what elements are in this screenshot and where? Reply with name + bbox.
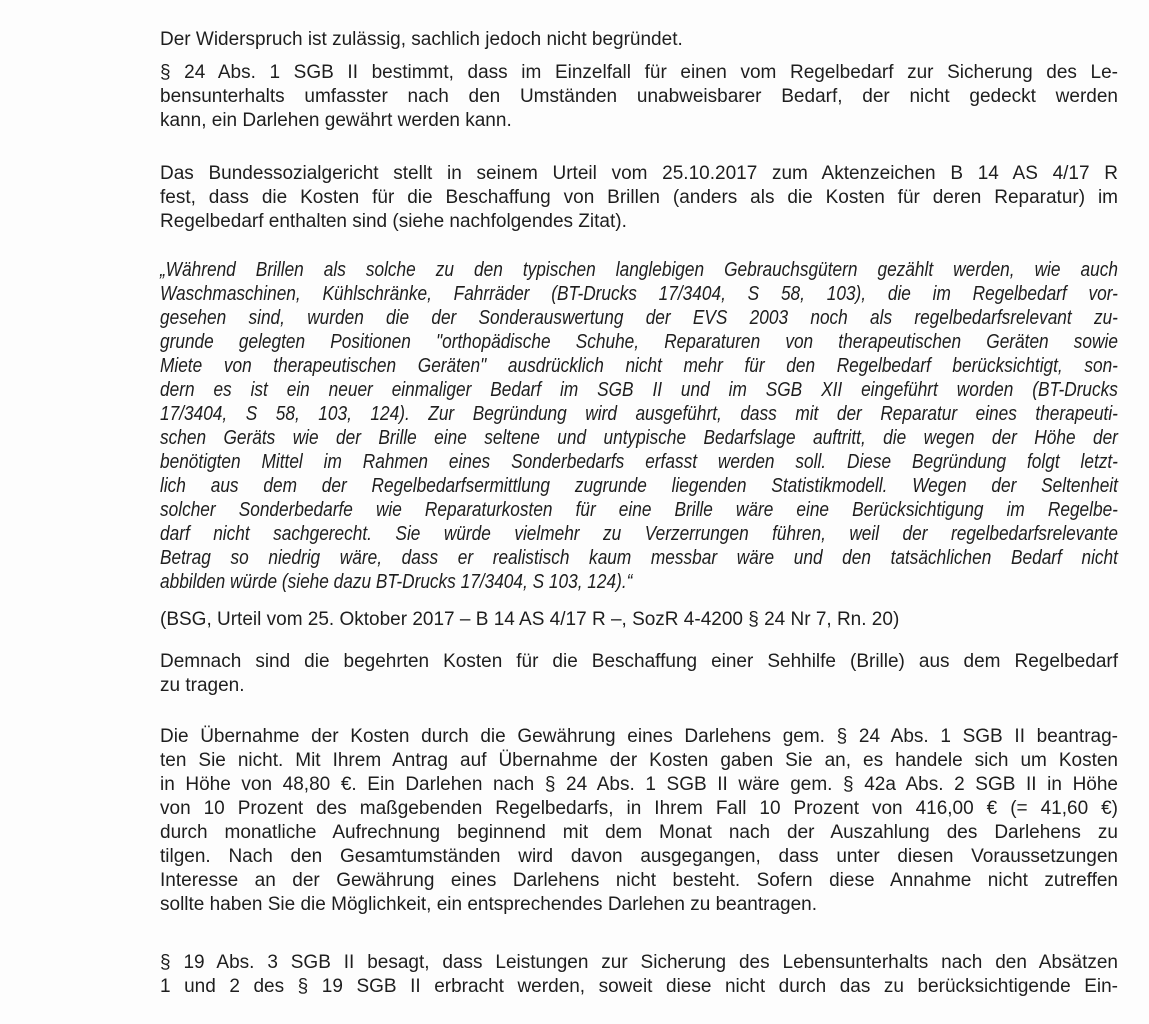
citation [160,608,1118,632]
paragraph [160,725,1118,917]
text-line: grunde gelegten Positionen "orthopädische Schuhe, Reparaturen von therapeutischen Geräten sowie [160,331,1118,353]
text-line: lich aus dem der Regelbedarfsermittlung zugrunde liegenden Statistikmodell. Wegen der Seltenheit [160,475,1118,497]
text-line: Regelbedarf enthalten sind (siehe nachfolgendes Zitat). [160,211,627,232]
text-line: Die Übernahme der Kosten durch die Gewährung eines Darlehens gem. § 24 Abs. 1 SGB II beantrag- [160,726,1118,747]
text-line: Das Bundessozialgericht stellt in seinem Urteil vom 25.10.2017 zum Aktenzeichen B 14 AS 4/17 R [160,163,1118,184]
text-line: § 24 Abs. 1 SGB II bestimmt, dass im Einzelfall für einen vom Regelbedarf zur Sicherung des Le- [160,62,1118,83]
text-line: (BSG, Urteil vom 25. Oktober 2017 – B 14 AS 4/17 R –, SozR 4-4200 § 24 Nr 7, Rn. 20) [160,609,900,630]
paragraph [160,61,1118,133]
text-line: „Während Brillen als solche zu den typischen langlebigen Gebrauchsgütern gezählt werden, wie auch [160,259,1118,281]
text-line: sollte haben Sie die Möglichkeit, ein entsprechendes Darlehen zu beantragen. [160,894,817,915]
text-line: bensunterhalts umfasster nach den Umständen unabweisbarer Bedarf, der nicht gedeckt werden [160,86,1118,107]
text-line: benötigten Mittel im Rahmen eines Sonderbedarfs erfasst werden soll. Diese Begründung folgt letzt- [160,451,1118,473]
text-line: darf nicht sachgerecht. Sie würde vielmehr zu Verzerrungen führen, weil der regelbedarfsrelevante [160,523,1118,545]
text-line: Betrag so niedrig wäre, dass er realistisch kaum messbar wäre und den tatsächlichen Bedarf nicht [160,547,1118,569]
text-line: Waschmaschinen, Kühlschränke, Fahrräder (BT-Drucks 17/3404, S 58, 103), die im Regelbedarf vor- [160,283,1118,305]
text-line: Der Widerspruch ist zulässig, sachlich jedoch nicht begründet. [160,29,683,50]
text-line: fest, dass die Kosten für die Beschaffung von Brillen (anders als die Kosten für deren Reparatur) im [160,187,1118,208]
paragraph [160,650,1118,698]
text-line: durch monatliche Aufrechnung beginnend mit dem Monat nach der Auszahlung des Darlehens zu [160,822,1118,843]
text-line: solcher Sonderbedarfe wie Reparaturkosten für eine Brille wäre eine Berücksichtigung im Regelbe- [160,499,1118,521]
paragraph [160,28,1118,52]
text-line: gesehen sind, wurden die der Sonderauswertung der EVS 2003 noch als regelbedarfsrelevant zu- [160,307,1118,329]
text-line: ten Sie nicht. Mit Ihrem Antrag auf Übernahme der Kosten gaben Sie an, es handele sich um Kosten [160,750,1118,771]
text-line: Demnach sind die begehrten Kosten für die Beschaffung einer Sehhilfe (Brille) aus dem Regelbedarf [160,651,1118,672]
text-line: abbilden würde (siehe dazu BT-Drucks 17/3404, S 103, 124).“ [160,571,633,593]
text-line: 1 und 2 des § 19 SGB II erbracht werden, soweit diese nicht durch das zu berücksichtigende Ein- [160,976,1118,997]
paragraph [160,951,1118,999]
paragraph [160,162,1118,234]
text-line: § 19 Abs. 3 SGB II besagt, dass Leistungen zur Sicherung des Lebensunterhalts nach den Absätzen [160,952,1118,973]
text-line: von 10 Prozent des maßgebenden Regelbedarfs, in Ihrem Fall 10 Prozent von 416,00 € (= 41,60 €) [160,798,1118,819]
text-line: dern es ist ein neuer einmaliger Bedarf im SGB II und im SGB XII eingeführt worden (BT-Drucks [160,379,1118,401]
court-quote [160,258,1118,594]
text-line: Miete von therapeutischen Geräten" ausdrücklich nicht mehr für den Regelbedarf berücksichtigt, son- [160,355,1118,377]
text-line: 17/3404, S 58, 103, 124). Zur Begründung wird ausgeführt, dass mit der Reparatur eines therapeuti- [160,403,1118,425]
text-line: kann, ein Darlehen gewährt werden kann. [160,110,512,131]
text-line: schen Geräts wie der Brille eine seltene und untypische Bedarfslage auftritt, die wegen der Höhe der [160,427,1118,449]
text-line: in Höhe von 48,80 €. Ein Darlehen nach § 24 Abs. 1 SGB II wäre gem. § 42a Abs. 2 SGB II in Höhe [160,774,1118,795]
text-line: tilgen. Nach den Gesamtumständen wird davon ausgegangen, dass unter diesen Voraussetzungen [160,846,1118,867]
text-line: zu tragen. [160,675,245,696]
text-line: Interesse an der Gewährung eines Darlehens nicht besteht. Sofern diese Annahme nicht zutreffen [160,870,1118,891]
